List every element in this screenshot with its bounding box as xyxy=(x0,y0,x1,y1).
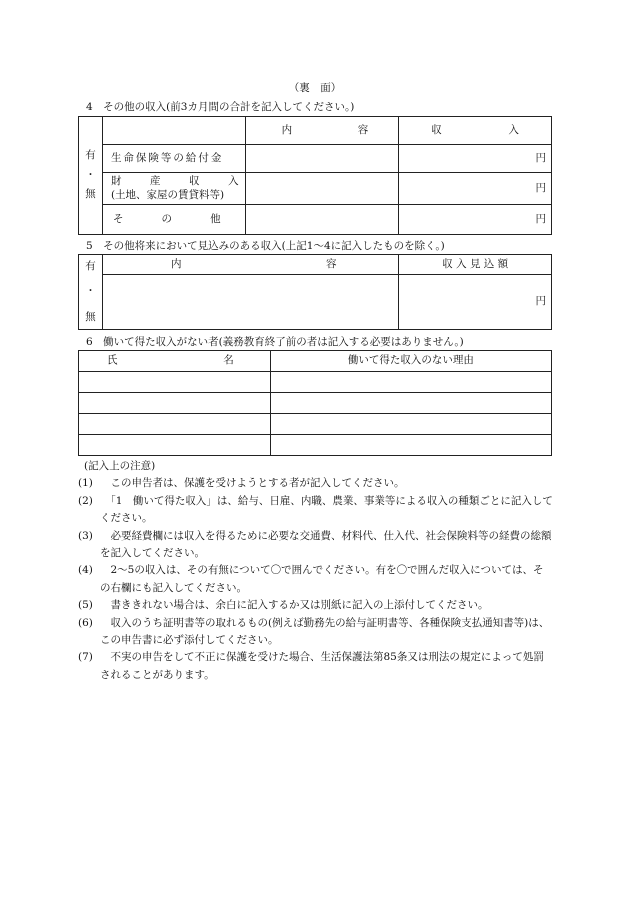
note-item: (4) 2～5の収入は、その有無について〇で囲んでください。有を〇で囲んだ収入については、その右欄にも記入してください。 xyxy=(78,564,544,594)
yumu-no: 無 xyxy=(85,188,96,201)
income-input[interactable]: 円 xyxy=(399,145,552,173)
content-header: 内 容 xyxy=(245,117,399,145)
yumu-cell[interactable] xyxy=(79,255,103,330)
income-input[interactable]: 円 xyxy=(399,205,552,235)
content-input[interactable] xyxy=(245,145,399,173)
note-item: (2) 「1 働いて得た収入」は、給与、日雇、内職、農業、事業等による収入の種類ごとに記入してください。 xyxy=(78,494,553,525)
content-input[interactable] xyxy=(245,173,399,205)
section-5-heading: 5 その他将来において見込みのある収入(上記1～4に記入したものを除く。) xyxy=(86,240,445,252)
expected-income-input[interactable]: 円 xyxy=(399,275,552,330)
reason-input[interactable] xyxy=(270,393,551,414)
row-label-insurance: 生命保険等の給付金 xyxy=(102,145,245,173)
reason-input[interactable] xyxy=(270,372,551,393)
content-input[interactable] xyxy=(102,275,399,330)
income-input[interactable]: 円 xyxy=(399,173,552,205)
yumu-cell[interactable] xyxy=(79,117,103,235)
name-input[interactable] xyxy=(79,372,271,393)
note-item: (3) 必要経費欄には収入を得るために必要な交通費、材料代、仕入代、社会保険料等の経費の総額を記入してください。 xyxy=(78,529,552,560)
note-item: (6) 収入のうち証明書等の取れるもの(例えば勤務先の給与証明書等、各種保険支払通知書等)は、この申告書に必ず添付してください。 xyxy=(78,616,550,647)
page-side-title: （裏 面） xyxy=(288,82,342,94)
note-item: (1) この申告者は、保護を受けようとする者が記入してください。 xyxy=(78,477,405,490)
yumu-dot: ・ xyxy=(85,168,96,181)
note-item: (7) 不実の申告をして不正に保護を受けた場合、生活保護法第85条又は刑法の規定によって処罰されることがあります。 xyxy=(78,651,544,681)
section-6-heading: 6 働いて得た収入がない者(義務教育終了前の者は記入する必要はありません。) xyxy=(86,336,464,348)
reason-header: 働いて得た収入のない理由 xyxy=(270,351,551,372)
section-4-heading: 4 その他の収入(前3カ月間の合計を記入してください。) xyxy=(86,101,355,113)
section-6-table xyxy=(78,350,552,456)
yumu-dot: ・ xyxy=(85,285,96,298)
name-header: 氏 名 xyxy=(79,351,271,372)
section-4-table xyxy=(78,116,552,235)
notes-title: (記入上の注意) xyxy=(84,460,156,472)
row-label-other: そ の 他 xyxy=(102,205,245,235)
name-input[interactable] xyxy=(79,393,271,414)
yumu-yes: 有 xyxy=(85,149,96,162)
income-header: 収 入 xyxy=(399,117,552,145)
reason-input[interactable] xyxy=(270,414,551,435)
yumu-no: 無 xyxy=(85,310,96,323)
expected-income-header: 収 入 見 込 額 xyxy=(399,255,552,275)
row-label-property-sub: (土地、家屋の賃貸料等) xyxy=(110,188,225,201)
name-input[interactable] xyxy=(79,435,271,456)
notes-section xyxy=(78,458,553,684)
section-5-table xyxy=(78,254,552,330)
content-input[interactable] xyxy=(245,205,399,235)
note-item: (5) 書ききれない場合は、余白に記入するか又は別紙に記入の上添付してください。 xyxy=(78,599,489,612)
row-label-property: 財 産 収 入 (土地、家屋の賃貸料等) xyxy=(102,173,245,205)
reason-input[interactable] xyxy=(270,435,551,456)
name-input[interactable] xyxy=(79,414,271,435)
yumu-yes: 有 xyxy=(85,259,96,272)
content-header: 内 容 xyxy=(102,255,399,275)
blank-header-cell xyxy=(102,117,245,145)
